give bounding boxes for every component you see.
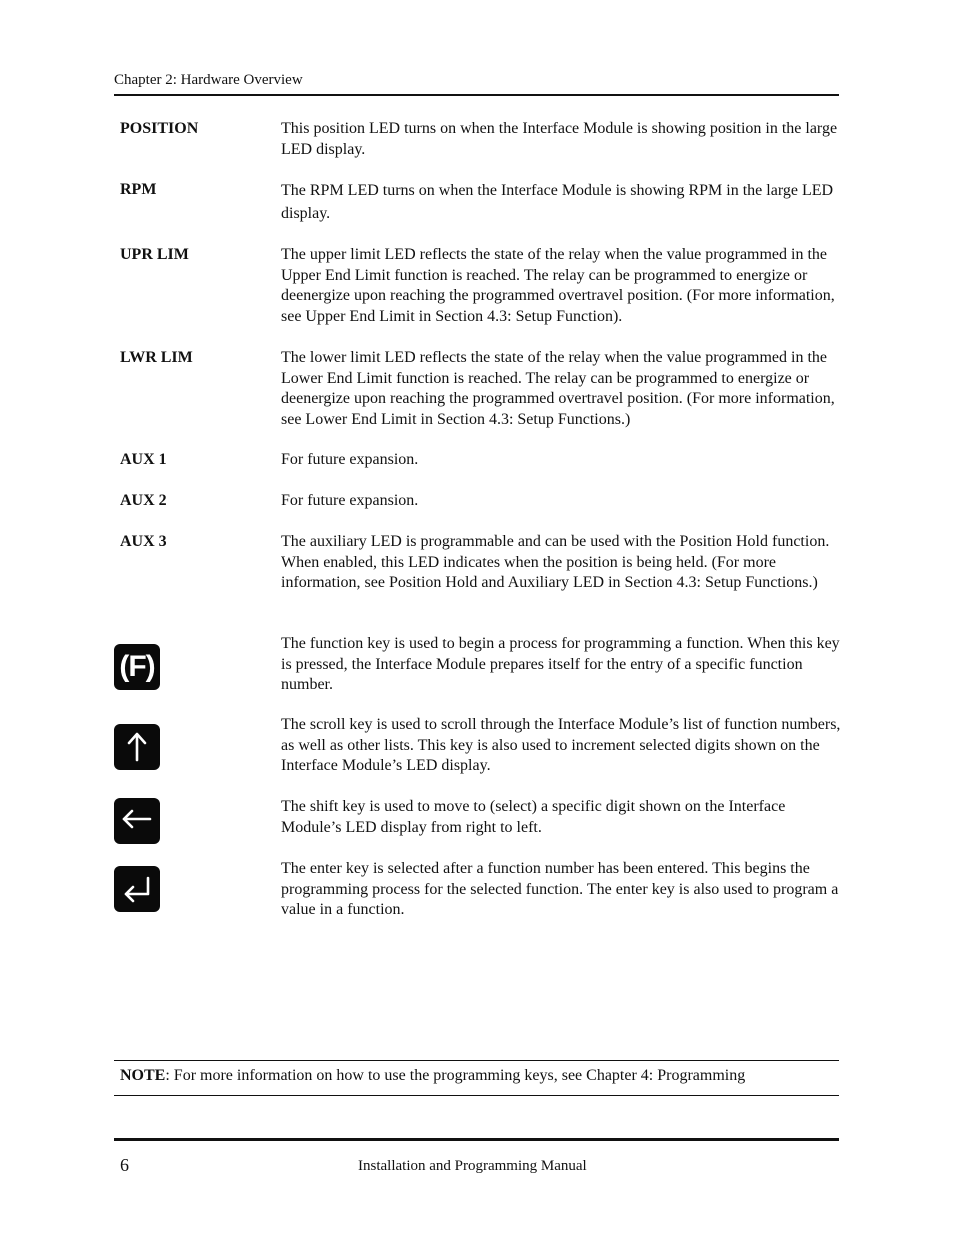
footer-rule: [114, 1138, 839, 1141]
note-top-rule: [114, 1060, 839, 1061]
function-key-icon: [114, 644, 160, 690]
led-label: RPM: [120, 181, 157, 198]
header-rule: [114, 94, 839, 96]
note-bottom-rule: [114, 1095, 839, 1096]
key-description: The function key is used to begin a process for programming a function. When this key is pressed, the Interface Module prepares itself for the entry of a specific function number.: [281, 635, 840, 693]
led-description: This position LED turns on when the Interface Module is showing position in the large LED display.: [281, 120, 838, 158]
page-number: 6: [120, 1155, 129, 1175]
led-label: UPR LIM: [120, 246, 189, 263]
led-label: LWR LIM: [120, 349, 193, 366]
led-description: The upper limit LED reflects the state of the relay when the value programmed in the Upper End Limit function is reached. The relay can be programmed to energize or deenergize upon reaching the programmed overtravel position. (For more information, see Upper End Limit in Section 4.3: Setup Function).: [281, 246, 835, 325]
note-label: NOTE: [120, 1067, 166, 1084]
led-label: AUX 2: [120, 492, 167, 509]
key-description: The shift key is used to move to (select) a specific digit shown on the Interface Module’s LED display from right to left.: [281, 798, 786, 836]
led-description: For future expansion.: [281, 451, 419, 468]
footer-title: Installation and Programming Manual: [358, 1158, 587, 1174]
led-description: For future expansion.: [281, 492, 419, 509]
running-header: Chapter 2: Hardware Overview: [114, 72, 303, 88]
shift-left-arrow-icon: [114, 798, 160, 844]
key-description: The enter key is selected after a function number has been entered. This begins the programming process for the selected function. The enter key is also used to program a value in a function.: [281, 860, 839, 918]
led-description: The RPM LED turns on when the Interface Module is showing RPM in the large LED display.: [281, 182, 834, 222]
enter-key-icon: [114, 866, 160, 912]
key-description: The scroll key is used to scroll through the Interface Module’s list of function numbers, as well as other lists. This key is also used to increment selected digits shown on the Interface Module’s LED display.: [281, 716, 841, 774]
function-key-glyph: (F): [119, 650, 155, 683]
led-description: The lower limit LED reflects the state of the relay when the value programmed in the Lower End Limit function is reached. The relay can be programmed to energize or deenergize upon reaching the programmed overtravel position. (For more information, see Lower End Limit in Section 4.3: Setup Functions.): [281, 349, 835, 428]
note: [120, 1066, 745, 1086]
led-label: AUX 3: [120, 533, 167, 550]
led-label: POSITION: [120, 120, 199, 137]
scroll-up-arrow-icon: [114, 724, 160, 770]
led-label: AUX 1: [120, 451, 167, 468]
note-text: : For more information on how to use the programming keys, see Chapter 4: Programming: [165, 1067, 746, 1084]
led-description: The auxiliary LED is programmable and can be used with the Position Hold function. When enabled, this LED indicates when the position is being held. (For more information, see Position Hold and Auxiliary LED in Section 4.3: Setup Functions.): [281, 533, 830, 591]
